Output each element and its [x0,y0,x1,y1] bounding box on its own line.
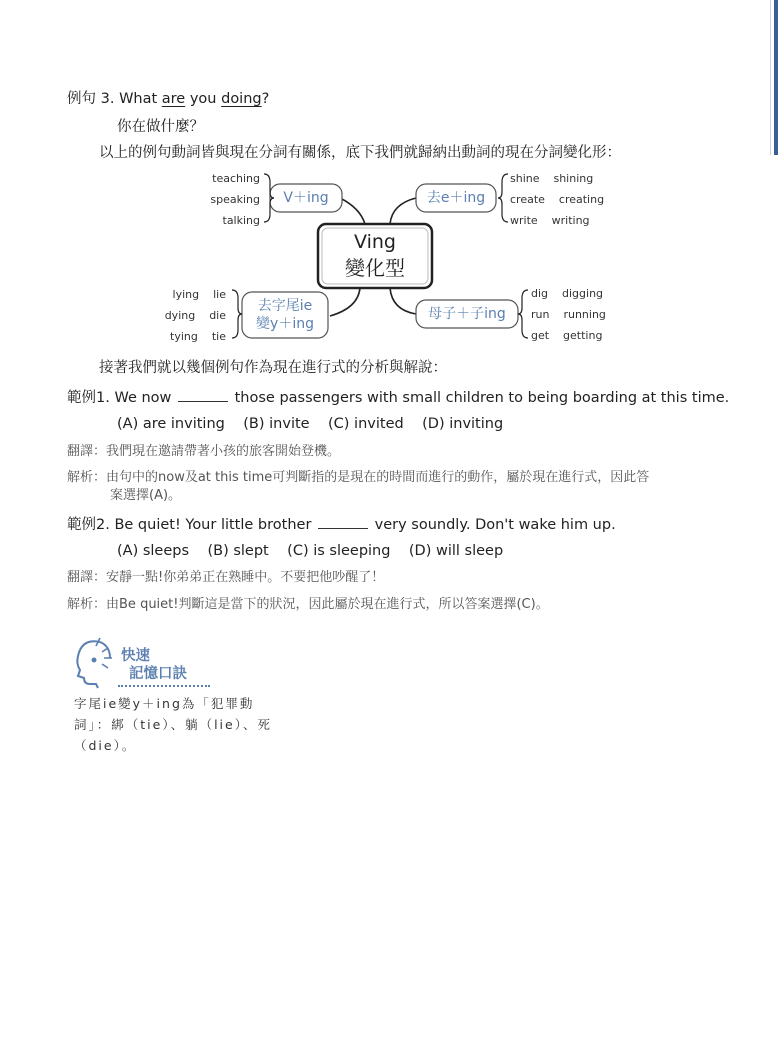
translation-text: 我們現在邀請帶著小孩的旅客開始登機。 [106,444,341,459]
example-1-blank [178,387,228,402]
tip-title-line2: 記憶口訣 [129,666,187,682]
example-1-options: (A) are inviting (B) invite (C) invited (D) inviting [117,416,504,432]
head-idea-icon [70,636,120,694]
example-1-translation [67,442,340,462]
branch-ie-label-line1: 去字尾ie [257,298,313,314]
example-2-label: 範例2. [67,517,115,533]
branch-ie-word: dying die [164,309,226,322]
branch-drop-e-word: create creating [510,193,605,206]
analysis-intro: 接著我們就以幾個例句作為現在進行式的分析與解說： [99,360,447,376]
ving-mind-map [160,168,630,348]
branch-drop-e-label: 去e＋ing [426,190,486,206]
example-3-underlined-word: are [161,91,186,107]
branch-double-consonant-word: dig digging [531,287,604,300]
example-1-question [67,387,729,408]
page-edge-tab [774,0,778,155]
example-2-blank [318,514,368,529]
translation-label: 翻譯： [67,444,107,459]
example-3-translation: 你在做什麼？ [117,119,204,135]
example-1-text: those passengers with small children to being boarding at this time. [230,390,730,406]
tip-text: 字尾ie變y＋ing為「犯罪動詞」：綁（tie）、躺（lie）、死（die）。 [74,696,272,753]
analysis-text: 由Be quiet!判斷這是當下的狀況，因此屬於現在進行式，所以答案選擇(C)。 [106,597,549,612]
branch-v-ing-label: V＋ing [283,190,329,206]
example-3-underlined-word: doing [221,91,262,107]
example-2-translation [67,568,384,588]
branch-ie-word: tying tie [170,330,226,343]
example-3-punct: ? [261,91,270,107]
mind-map-center-title: Ving [354,231,396,253]
translation-text: 安靜一點!你弟弟正在熟睡中。不要把他吵醒了！ [106,570,385,585]
example-1-text: We now [114,390,177,406]
branch-v-ing-word: talking [222,214,260,227]
example-2-question [67,514,616,535]
branch-v-ing-word: speaking [210,193,260,206]
example-3-word: you [185,91,222,107]
example-3-word: What [119,91,162,107]
tip-divider [118,685,210,687]
tip-title-line1: 快速 [121,648,150,664]
intro-text: 以上的例句動詞皆與現在分詞有關係，底下我們就歸納出動詞的現在分詞變化形： [99,145,621,161]
branch-double-consonant-word: run running [531,308,606,321]
page-edge-shadow [770,0,771,155]
branch-drop-e-word: shine shining [510,172,594,185]
branch-double-consonant-word: get getting [531,329,603,342]
mind-map-center-subtitle: 變化型 [345,256,405,280]
example-2-text: Be quiet! Your little brother [114,517,317,533]
branch-v-ing-word: teaching [212,172,260,185]
example-1-analysis [67,468,649,488]
analysis-label: 解析： [67,470,107,485]
example-1-label: 範例1. [67,390,115,406]
example-1-analysis-cont: 案選擇(A)。 [110,488,182,503]
branch-drop-e-word: write writing [510,214,590,227]
example-2-options: (A) sleeps (B) slept (C) is sleeping (D) will sleep [117,543,504,559]
example-3-sentence [67,89,269,109]
branch-ie-label-line2: 變y＋ing [256,316,314,332]
example-3-label: 例句 3. [67,91,120,107]
branch-double-consonant-label: 母子＋子ing [428,306,506,322]
branch-ie-word: lying lie [172,288,226,301]
analysis-label: 解析： [67,597,107,612]
analysis-text: 由句中的now及at this time可判斷指的是現在的時間而進行的動作，屬於現在進行式，因此答 [106,470,650,485]
example-2-analysis [67,595,549,615]
translation-label: 翻譯： [67,570,107,585]
example-2-text: very soundly. Don't wake him up. [370,517,616,533]
